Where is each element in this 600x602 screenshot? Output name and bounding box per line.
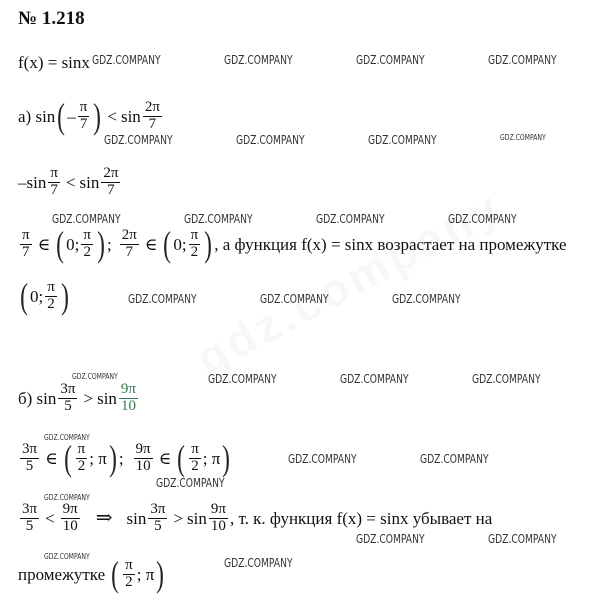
- less-sign: <: [65, 172, 76, 192]
- in-sign: ∈: [37, 234, 51, 254]
- sin-word: sin: [120, 106, 141, 126]
- fraction: $\frac{3\pi}{5}$: [22, 440, 38, 474]
- sin-word: sin: [126, 508, 147, 528]
- minus-sign: –: [67, 106, 76, 126]
- in-sign: ∈: [144, 234, 158, 254]
- watermark-text: GDZ.COMPANY: [316, 212, 385, 226]
- interval: ( $\frac{\pi}{2}$ ; π ): [177, 438, 231, 478]
- watermark-text: GDZ.COMPANY: [224, 556, 293, 570]
- watermark-text: GDZ.COMPANY: [156, 476, 225, 490]
- watermark-text: GDZ.COMPANY: [392, 292, 461, 306]
- fraction: $\frac{\pi}{7}$: [22, 226, 30, 260]
- fraction: $\frac{9\pi}{10}$: [135, 440, 151, 474]
- implies-arrow: ⇒: [95, 507, 113, 530]
- fraction: $\frac{2\pi}{7}$: [144, 98, 160, 132]
- fraction: $\frac{\pi}{7}$: [50, 165, 58, 198]
- watermark-text: GDZ.COMPANY: [356, 532, 425, 546]
- fraction: $\frac{\pi}{7}$: [79, 98, 88, 132]
- part-b-interval: [18, 556, 166, 592]
- watermark-text: GDZ.COMPANY: [288, 452, 357, 466]
- watermark-text: GDZ.COMPANY: [44, 493, 90, 502]
- interval: ( $\frac{\pi}{2}$ ; π ): [63, 438, 117, 478]
- fraction: $\frac{3\pi}{5}$: [22, 501, 38, 534]
- fraction: $\frac{9\pi}{10}$: [62, 501, 78, 534]
- paren-group: ( – $\frac{\pi}{7}$ ): [57, 96, 102, 136]
- function-definition: f(x) = sinx: [18, 53, 90, 72]
- interval: ( $\frac{\pi}{2}$ ; π ): [111, 554, 165, 594]
- watermark-text: GDZ.COMPANY: [224, 53, 293, 67]
- fraction: $\frac{2\pi}{7}$: [121, 226, 137, 260]
- exercise-number: № 1.218: [18, 8, 85, 29]
- watermark-text: GDZ.COMPANY: [488, 53, 557, 67]
- watermark-text: GDZ.COMPANY: [44, 552, 90, 561]
- watermark-text: GDZ.COMPANY: [44, 433, 90, 442]
- in-sign: ∈: [45, 448, 58, 468]
- background-watermark: [187, 179, 511, 385]
- increasing-text: , а функция f(x) = sinx возрастает на промежутке: [214, 234, 567, 254]
- interval: ( 0; $\frac{\pi}{2}$ ): [20, 276, 69, 316]
- less-sign: <: [107, 106, 117, 126]
- fraction: $\frac{3\pi}{5}$: [150, 501, 166, 534]
- part-b-inequality: [18, 382, 140, 415]
- watermark-text: GDZ.COMPANY: [488, 532, 557, 546]
- semicolon: ;: [118, 448, 124, 468]
- watermark-text: GDZ.COMPANY: [184, 212, 253, 226]
- in-sign: ∈: [158, 448, 172, 468]
- watermark-text: GDZ.COMPANY: [368, 133, 437, 147]
- watermark-text: GDZ.COMPANY: [52, 212, 121, 226]
- interval: ( 0; $\frac{\pi}{2}$ ): [56, 224, 105, 264]
- semicolon: ;: [106, 234, 112, 254]
- part-b-label: б) sin: [18, 388, 57, 408]
- watermark-text: GDZ.COMPANY: [448, 212, 517, 226]
- watermark-text: GDZ.COMPANY: [356, 53, 425, 67]
- watermark-text: GDZ.COMPANY: [260, 292, 329, 306]
- watermark-text: GDZ.COMPANY: [208, 372, 277, 386]
- interval-word: промежутке: [18, 564, 106, 584]
- watermark-text: GDZ.COMPANY: [92, 53, 161, 67]
- fraction: $\frac{9\pi}{10}$: [210, 501, 226, 534]
- watermark-text: GDZ.COMPANY: [72, 372, 118, 381]
- part-a-rewritten: [18, 166, 122, 199]
- decreasing-text: , т. к. функция f(x) = sinx убывает на: [229, 508, 493, 528]
- interval: ( 0; $\frac{\pi}{2}$ ): [163, 224, 213, 264]
- part-b-conclusion: [18, 502, 492, 535]
- greater-sign: >: [173, 508, 184, 528]
- part-b-membership: [18, 440, 232, 476]
- watermark-text: GDZ.COMPANY: [500, 133, 546, 142]
- fraction: $\frac{2\pi}{7}$: [103, 165, 119, 198]
- watermark-text: GDZ.COMPANY: [472, 372, 541, 386]
- watermark-text: GDZ.COMPANY: [420, 452, 489, 466]
- sin-word: sin: [97, 388, 117, 408]
- less-sign: <: [45, 508, 55, 528]
- minus-sin: –sin: [18, 172, 47, 192]
- fraction: $\frac{9\pi}{10}$: [120, 381, 136, 414]
- greater-sign: >: [83, 388, 94, 408]
- watermark-text: GDZ.COMPANY: [128, 292, 197, 306]
- part-a-membership: [18, 226, 567, 262]
- sin-word: sin: [187, 508, 207, 528]
- sin-word: sin: [79, 172, 100, 192]
- watermark-text: GDZ.COMPANY: [340, 372, 409, 386]
- watermark-text: GDZ.COMPANY: [236, 133, 305, 147]
- watermark-text: GDZ.COMPANY: [104, 133, 173, 147]
- part-a-interval: [18, 278, 71, 314]
- part-a-label: а) sin: [18, 106, 56, 126]
- fraction: $\frac{3\pi}{5}$: [60, 381, 76, 414]
- part-a-inequality: [18, 98, 164, 134]
